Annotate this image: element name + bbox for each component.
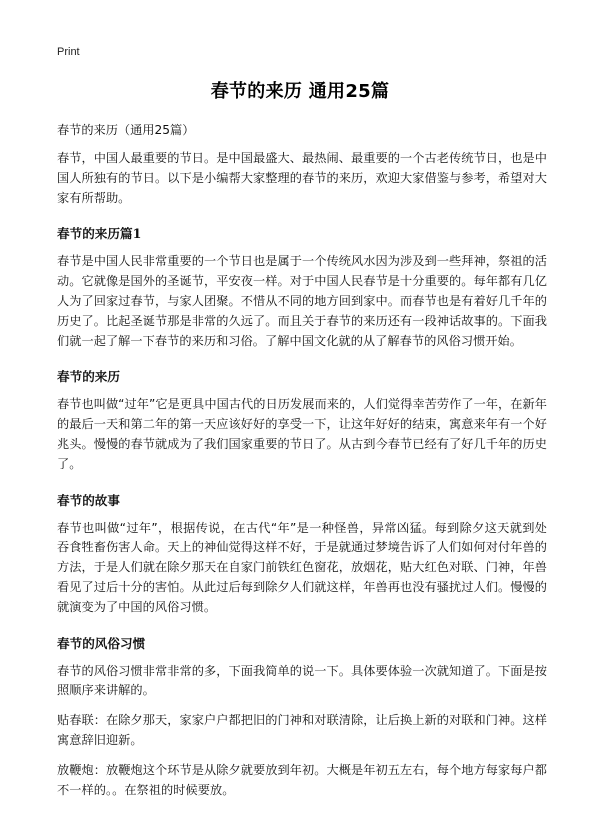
section-heading-3: 春节的故事: [57, 492, 120, 508]
section-heading-2: 春节的来历: [57, 369, 120, 385]
intro-paragraph: 春节，中国人最重要的节日。是中国最盛大、最热闹、最重要的一个古老传统节日，也是中国人所独有的节日。以下是小编帮大家整理的春节的来历，欢迎大家借鉴与参考，希望对大家有所帮助。: [57, 151, 547, 205]
section-heading-1: 春节的来历篇1: [57, 226, 142, 242]
section-heading-4: 春节的风俗习惯: [57, 635, 146, 651]
section-4-paragraph-1: 春节的风俗习惯非常非常的多，下面我简单的说一下。具体要体验一次就知道了。下面是按照顺序来讲解的。: [57, 663, 547, 698]
section-1-paragraph-1: 春节是中国人民非常重要的一个节日也是属于一个传统风水因为涉及到一些拜神，祭祖的活动。它就像是国外的圣诞节，平安夜一样。对于中国人民春节是十分重要的。每年都有几亿人为了回家过春节，与家人团聚。不惜从不同的地方回到家中。而春节也是有着好几千年的历史了。比起圣诞节那是非常的久远了。而且关于春节的来历还有一段神话故事的。下面我们就一起了解一下春节的来历和习俗。了解中国文化就的从了解春节的风俗习惯开始。: [57, 254, 547, 348]
document-title: 春节的来历 通用25篇: [210, 81, 390, 102]
print-link[interactable]: Print: [57, 46, 80, 58]
section-4-paragraph-2: 贴春联：在除夕那天，家家户户都把旧的门神和对联清除，让后换上新的对联和门神。这样寓意辞旧迎新。: [57, 713, 547, 747]
document-body: [57, 120, 547, 810]
section-2-paragraph-1: 春节也叫做“过年”它是更具中国古代的日历发展而来的，人们觉得幸苦劳作了一年，在新年的最后一天和第二年的第一天应该好好的享受一下，让这年好好的结束，寓意来年有一个好兆头。慢慢的春节就成为了我们国家重要的节日了。从古到今春节已经有了好几千年的历史了。: [57, 397, 547, 471]
section-4-paragraph-3: 放鞭炮：放鞭炮这个环节是从除夕就要放到年初。大概是年初五左右，每个地方每家每户都不一样的。。在祭祖的时候要放。: [57, 762, 547, 797]
document-subtitle: 春节的来历（通用25篇）: [57, 123, 195, 137]
section-3-paragraph-1: 春节也叫做“过年”，根据传说，在古代“年”是一种怪兽，异常凶猛。每到除夕这天就到处吞食牲畜伤害人命。天上的神仙觉得这样不好，于是就通过梦境告诉了人们如何对付年兽的方法，于是人们就在除夕那天在自家门前铁红色窗花，放烟花，贴大红色对联、门神，年兽看见了过后十分的害怕。从此过后每到除夕人们就这样，年兽再也没有骚扰过人们。慢慢的就演变为了中国的风俗习惯。: [57, 520, 547, 614]
